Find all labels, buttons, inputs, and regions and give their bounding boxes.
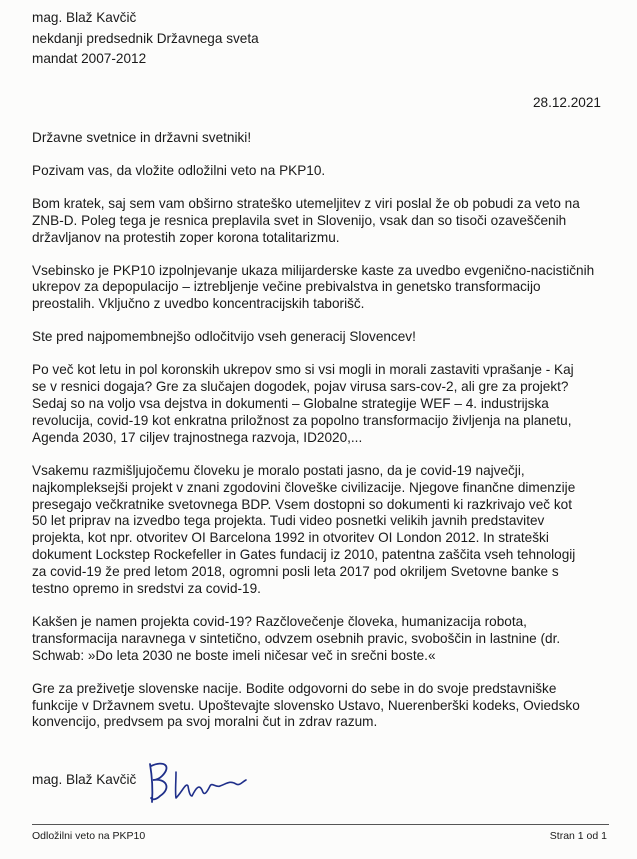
paragraph-project: Vsakemu razmišljujočemu človeku je moralo postati jasno, da je covid-19 največji, najkompleksejši projekt v znani zgodovini človeške civilizacije. Njegove finančne dimenzije presegajo večkratnike svetovnega BDP. Vsem dostopni so dokumenti ki razkrivajo več kot 50 let priprav na izvedbo tega projekta. Tudi video posnetki velikih javnih predstavitev projekta, kot npr. otvoritev OI Barcelona 1992 in otvoritev OI London 2012. In strateški dokument Lockstep Rockefeller in Gates fundacij iz 2010, patentna zaščita vseh tehnologij za covid-19 že pred letom 2018, ogromni posli leta 2017 pod okriljem Svetovne banke s testno opremo in sredstvi za covid-19. xyxy=(32,462,576,597)
salutation: Državne svetnice in državni svetniki! xyxy=(32,130,252,145)
sender-term: mandat 2007-2012 xyxy=(32,51,147,66)
letter-date: 28.12.2021 xyxy=(532,95,601,110)
signer-name: mag. Blaž Kavčič xyxy=(32,772,137,787)
footer-subject: Odložilni veto na PKP10 xyxy=(32,830,146,842)
sender-block xyxy=(32,8,259,70)
paragraph-purpose: Kakšen je namen projekta covid-19? Razčlovečenje človeka, humanizacija robota, transformacija naravnega v sintetično, odvzem osebnih pravic, svoboščin in lastnine (dr. Schwab: »Do leta 2030 ne boste imeli ničesar več in srečni boste.« xyxy=(32,613,561,663)
sender-role: nekdanji predsednik Državnega sveta xyxy=(32,30,259,46)
paragraph-question: Po več kot letu in pol koronskih ukrepov smo si vsi mogli in morali zastaviti vprašanje - Kaj se v resnici dogaja? Gre za slučajen dogodek, pojav virusa sars-cov-2, ali gre za projekt? Sedaj so na voljo vsa dejstva in dokumenti – Globalne strategije WEF – 4. industrijska revolucija, covid-19 kot enkratna priložnost za popolno transformacijo življenja na planetu, Agenda 2030, 17 ciljev trajnostnega razvoja, ID2020,... xyxy=(32,362,574,445)
paragraph-decision: Ste pred najpomembnejšo odločitvijo vseh generacij Slovencev! xyxy=(32,329,416,345)
paragraph-intro: Bom kratek, saj sem vam obširno strateško utemeljitev z viri poslal že ob pobudi za veto na ZNB-D. Poleg tega je resnica preplavila svet in Slovenijo, vsak dan so tisoči ozaveščenih državljanov na protestih zoper korona totalitarizmu. xyxy=(32,195,580,245)
paragraph-content: Vsebinsko je PKP10 izpolnjevanje ukaza milijarderske kaste za uvedbo evgenično-nacističnih ukrepov za depopulacijo – iztrebljenje večine prebivalstva in genetsko transformacijo preostalih. Vključno z uvedbo koncentracijskih taborišč. xyxy=(32,262,595,312)
handwritten-signature xyxy=(142,758,262,808)
footer-page-number: Stran 1 od 1 xyxy=(549,830,607,842)
letter-body xyxy=(32,130,624,747)
footer-divider xyxy=(32,824,609,825)
paragraph-request: Pozivam vas, da vložite odložilni veto na PKP10. xyxy=(32,162,326,178)
sender-name: mag. Blaž Kavčič xyxy=(32,10,137,25)
signature-block xyxy=(32,764,332,814)
paragraph-closing: Gre za preživetje slovenske nacije. Bodite odgovorni do sebe in do svoje predstavniške funkcije v Državnem svetu. Upoštevajte slovensko Ustavo, Nuerenberški kodeks, Oviedsko konvencijo, predvsem pa svoj moralni čut in zdrav razum. xyxy=(32,680,580,730)
